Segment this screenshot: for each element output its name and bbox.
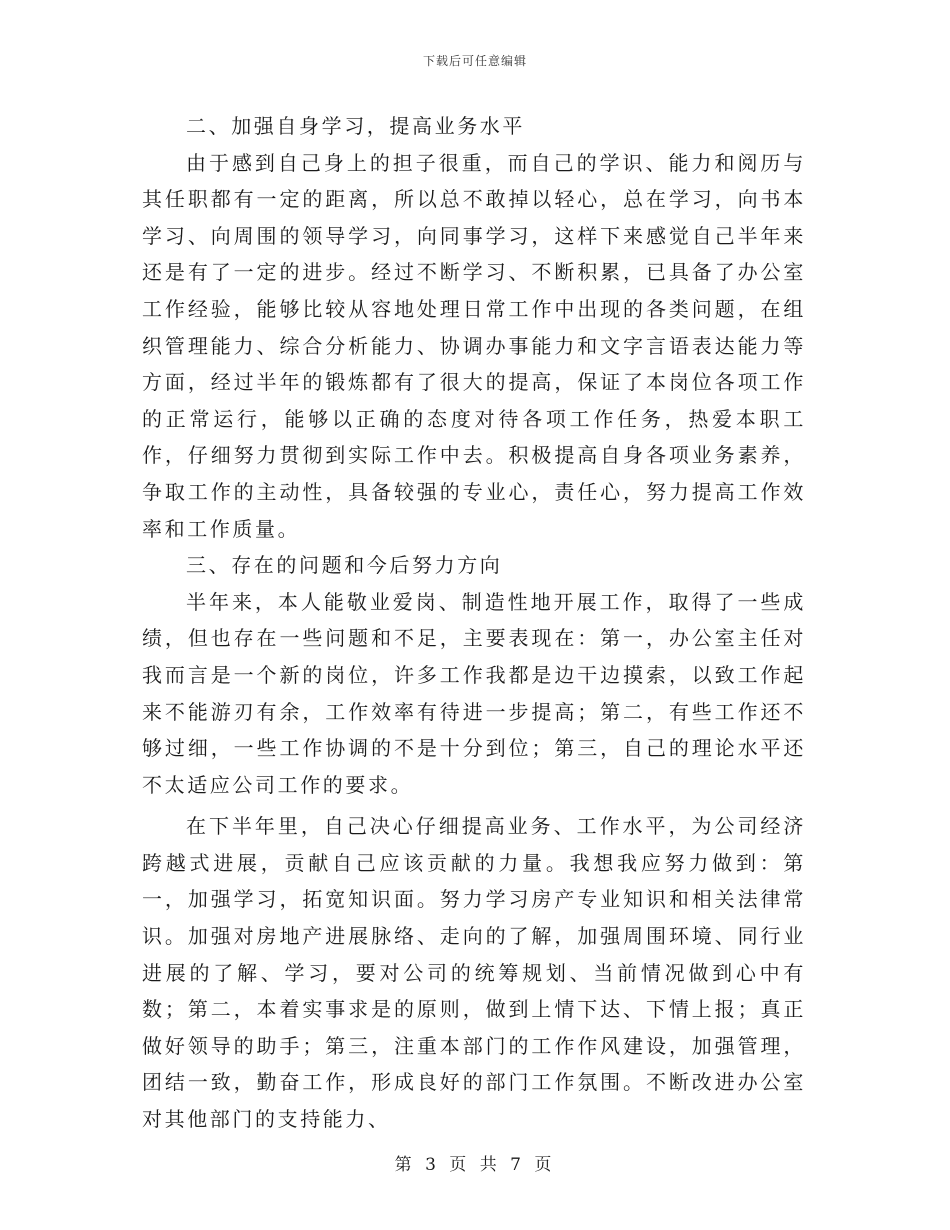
paragraph-plans: 在下半年里，自己决心仔细提高业务、工作水平，为公司经济跨越式进展，贡献自己应该贡献的力量。我想我应努力做到：第一，加强学习，拓宽知识面。努力学习房产专业知识和相关法律常识。加强对房地产进展脉络、走向的了解，加强周围环境、同行业进展的了解、学习，要对公司的统筹规划、当前情况做到心中有数；第二，本着实事求是的原则，做到上情下达、下情上报；真正做好领导的助手；第三，注重本部门的工作作风建设，加强管理，团结一致，勤奋工作，形成良好的部门工作氛围。不断改进办公室对其他部门的支持能力、 [142, 814, 806, 1132]
page-header: 下载后可任意编辑 [422, 54, 527, 68]
section-heading-3: 三、存在的问题和今后努力方向 [186, 553, 503, 578]
section-heading-2: 二、加强自身学习，提高业务水平 [186, 114, 525, 138]
document-body [142, 108, 806, 1138]
page-footer: 第 3 页 共 7 页 [394, 1155, 556, 1175]
paragraph-problems: 半年来，本人能敬业爱岗、制造性地开展工作，取得了一些成绩，但也存在一些问题和不足，主要表现在：第一，办公室主任对我而言是一个新的岗位，许多工作我都是边干边摸索，以致工作起来不能游刃有余，工作效率有待进一步提高；第二，有些工作还不够过细，一些工作协调的不是十分到位；第三，自己的理论水平还不太适应公司工作的要求。 [142, 589, 806, 797]
paragraph-learning: 由于感到自己身上的担子很重，而自己的学识、能力和阅历与其任职都有一定的距离，所以总不敢掉以轻心，总在学习，向书本学习、向周围的领导学习，向同事学习，这样下来感觉自己半年来还是有了一定的进步。经过不断学习、不断积累，已具备了办公室工作经验，能够比较从容地处理日常工作中出现的各类问题，在组织管理能力、综合分析能力、协调办事能力和文字言语表达能力等方面，经过半年的锻炼都有了很大的提高，保证了本岗位各项工作的正常运行，能够以正确的态度对待各项工作任务，热爱本职工作，仔细努力贯彻到实际工作中去。积极提高自身各项业务素养，争取工作的主动性，具备较强的专业心，责任心，努力提高工作效率和工作质量。 [142, 150, 806, 541]
